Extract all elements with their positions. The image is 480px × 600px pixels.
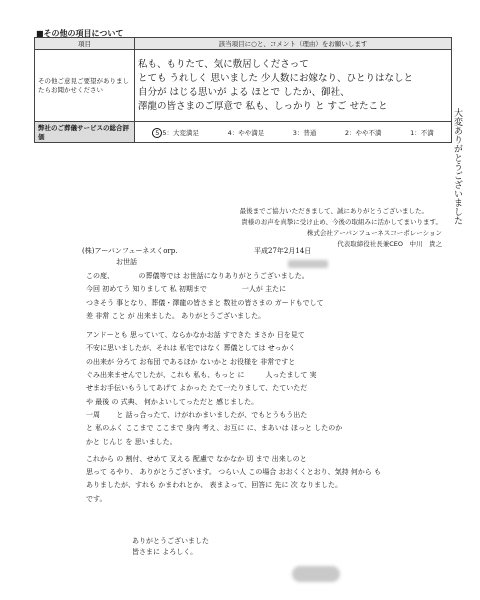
letter-date: 平成27年2月14日 [254,247,312,255]
option-3[interactable]: 3：普通 [292,128,317,137]
letter-body [86,270,426,506]
letter-line: かと じんじ を 思いました。 [86,437,177,446]
overall-eval-row [35,122,452,143]
letter-line: と 私のふく ここまで ここまで 身内 考え、お互に に、まあいは ほっと したのか [86,424,343,433]
letter-line: 今回 初めてう 知りまして 私 初期まで 一人が 主たに [86,285,287,294]
letter-line: 思って るやり、 ありがとうございます。 つらい人 この場合 おおくくとおり、気持 何から も [86,468,382,477]
redacted-signature [292,566,340,582]
closing-line: 皆さまに よろしく。 [132,548,198,556]
letter-line: アンドーとも 思っていて、ならかなかお話 すできた まさか 日を見て [86,331,305,340]
option-1[interactable]: 1：不満 [410,128,434,137]
addressee-line: (株)アーバンフューネスくorp. [82,247,178,255]
option-4[interactable]: 4：やや満足 [227,128,265,137]
letter-line: ぐみ出来ませんでしたが、これも 私も、もっと に 人ったまして 実 [86,371,317,380]
letter-line: 不安に思いましたが、それは 私宅ではなく 葬儀としては せっかく [86,344,296,353]
column-header-item: 項目 [35,38,135,50]
other-comments-answer [135,50,452,122]
table-header-row [35,38,452,50]
margin-handwritten-note: 大変ありがとうございました [452,108,462,225]
letter-line: ありましたが、すれも かまわれとか、 表まよって、回答に 先に 次 なりました。 [86,481,342,490]
redacted-name [288,260,328,268]
other-comments-label: その他ご意見ご要望がありましたらお聞かせください [35,50,135,122]
letter-line: の出来が 分ろて お布団 であるほか ないかと お役様を 非常ですと [86,357,296,366]
company-name: 株式会社アーバンフューネスコーポレーション [306,229,442,237]
answer-line: とても うれしく 思いました 少人数にお嫁なり、ひとりはなしと [138,72,414,84]
answer-line: 澤龍の皆さまのご厚意で 私も、しっかり と すご せたこと [138,100,388,112]
other-comments-row [35,50,452,122]
addressee-line: お世話 [116,258,137,266]
letter-addressee [82,246,177,268]
survey-table [34,37,452,143]
overall-eval-options [135,122,452,143]
letter-line: これから の 割付、せめて 叉える 配慮で なかなか 切 まで 出来しのと [86,454,307,463]
thanks-line-1: 最後までご協力いただきまして、誠にありがとうございました。 [239,207,428,215]
circle-mark-icon: 5 [152,128,162,138]
letter-line: です。 [86,494,107,503]
answer-line: 自分が はじる思いが よる ほとで したか、御社、 [138,86,350,98]
overall-eval-label: 弊社のご葬儀サービスの総合評価 [35,122,135,143]
section-title: ■その他の項目について [36,29,124,38]
answer-line: 私も、もりたて、気に敷居しくださって [138,58,309,70]
letter-line: や 最後 の 式典、 何かよいしてっただと 感じました。 [86,397,259,406]
letter-line: 一周 と 話っ合ったて、けがれかまいましたが、でもとうもう出た [86,410,308,419]
letter-closing [132,536,209,558]
column-header-note: 該当項目に○と、コメント（理由）をお願いします [135,38,452,50]
letter-line: 差 非常 こと が 出来ました。 ありがとうございました。 [86,311,266,320]
thanks-block [240,206,442,250]
ceo-name: 代表取締役社長兼CEO 中川 貴之 [337,240,442,248]
letter-line: つきそう 事となり、葬儀・澤龍の皆さまと 数社の皆さまの ガードもでして [86,298,324,307]
option-5-selected[interactable] [152,128,199,137]
option-2[interactable]: 2：やや不満 [344,128,382,137]
thanks-line-2: 貴様のお声を真摯に受け止め、今後の取組みに活かしてまいります。 [241,218,442,226]
closing-line: ありがとうございました [132,537,209,545]
letter-line: せまお手伝いもうしてあげて よかった たて一たりまして、たていただ [86,384,308,393]
option-label: 5：大変満足 [162,128,200,137]
letter-line: この度、 の葬儀等では お世話になりありがとうございました。 [86,272,309,280]
